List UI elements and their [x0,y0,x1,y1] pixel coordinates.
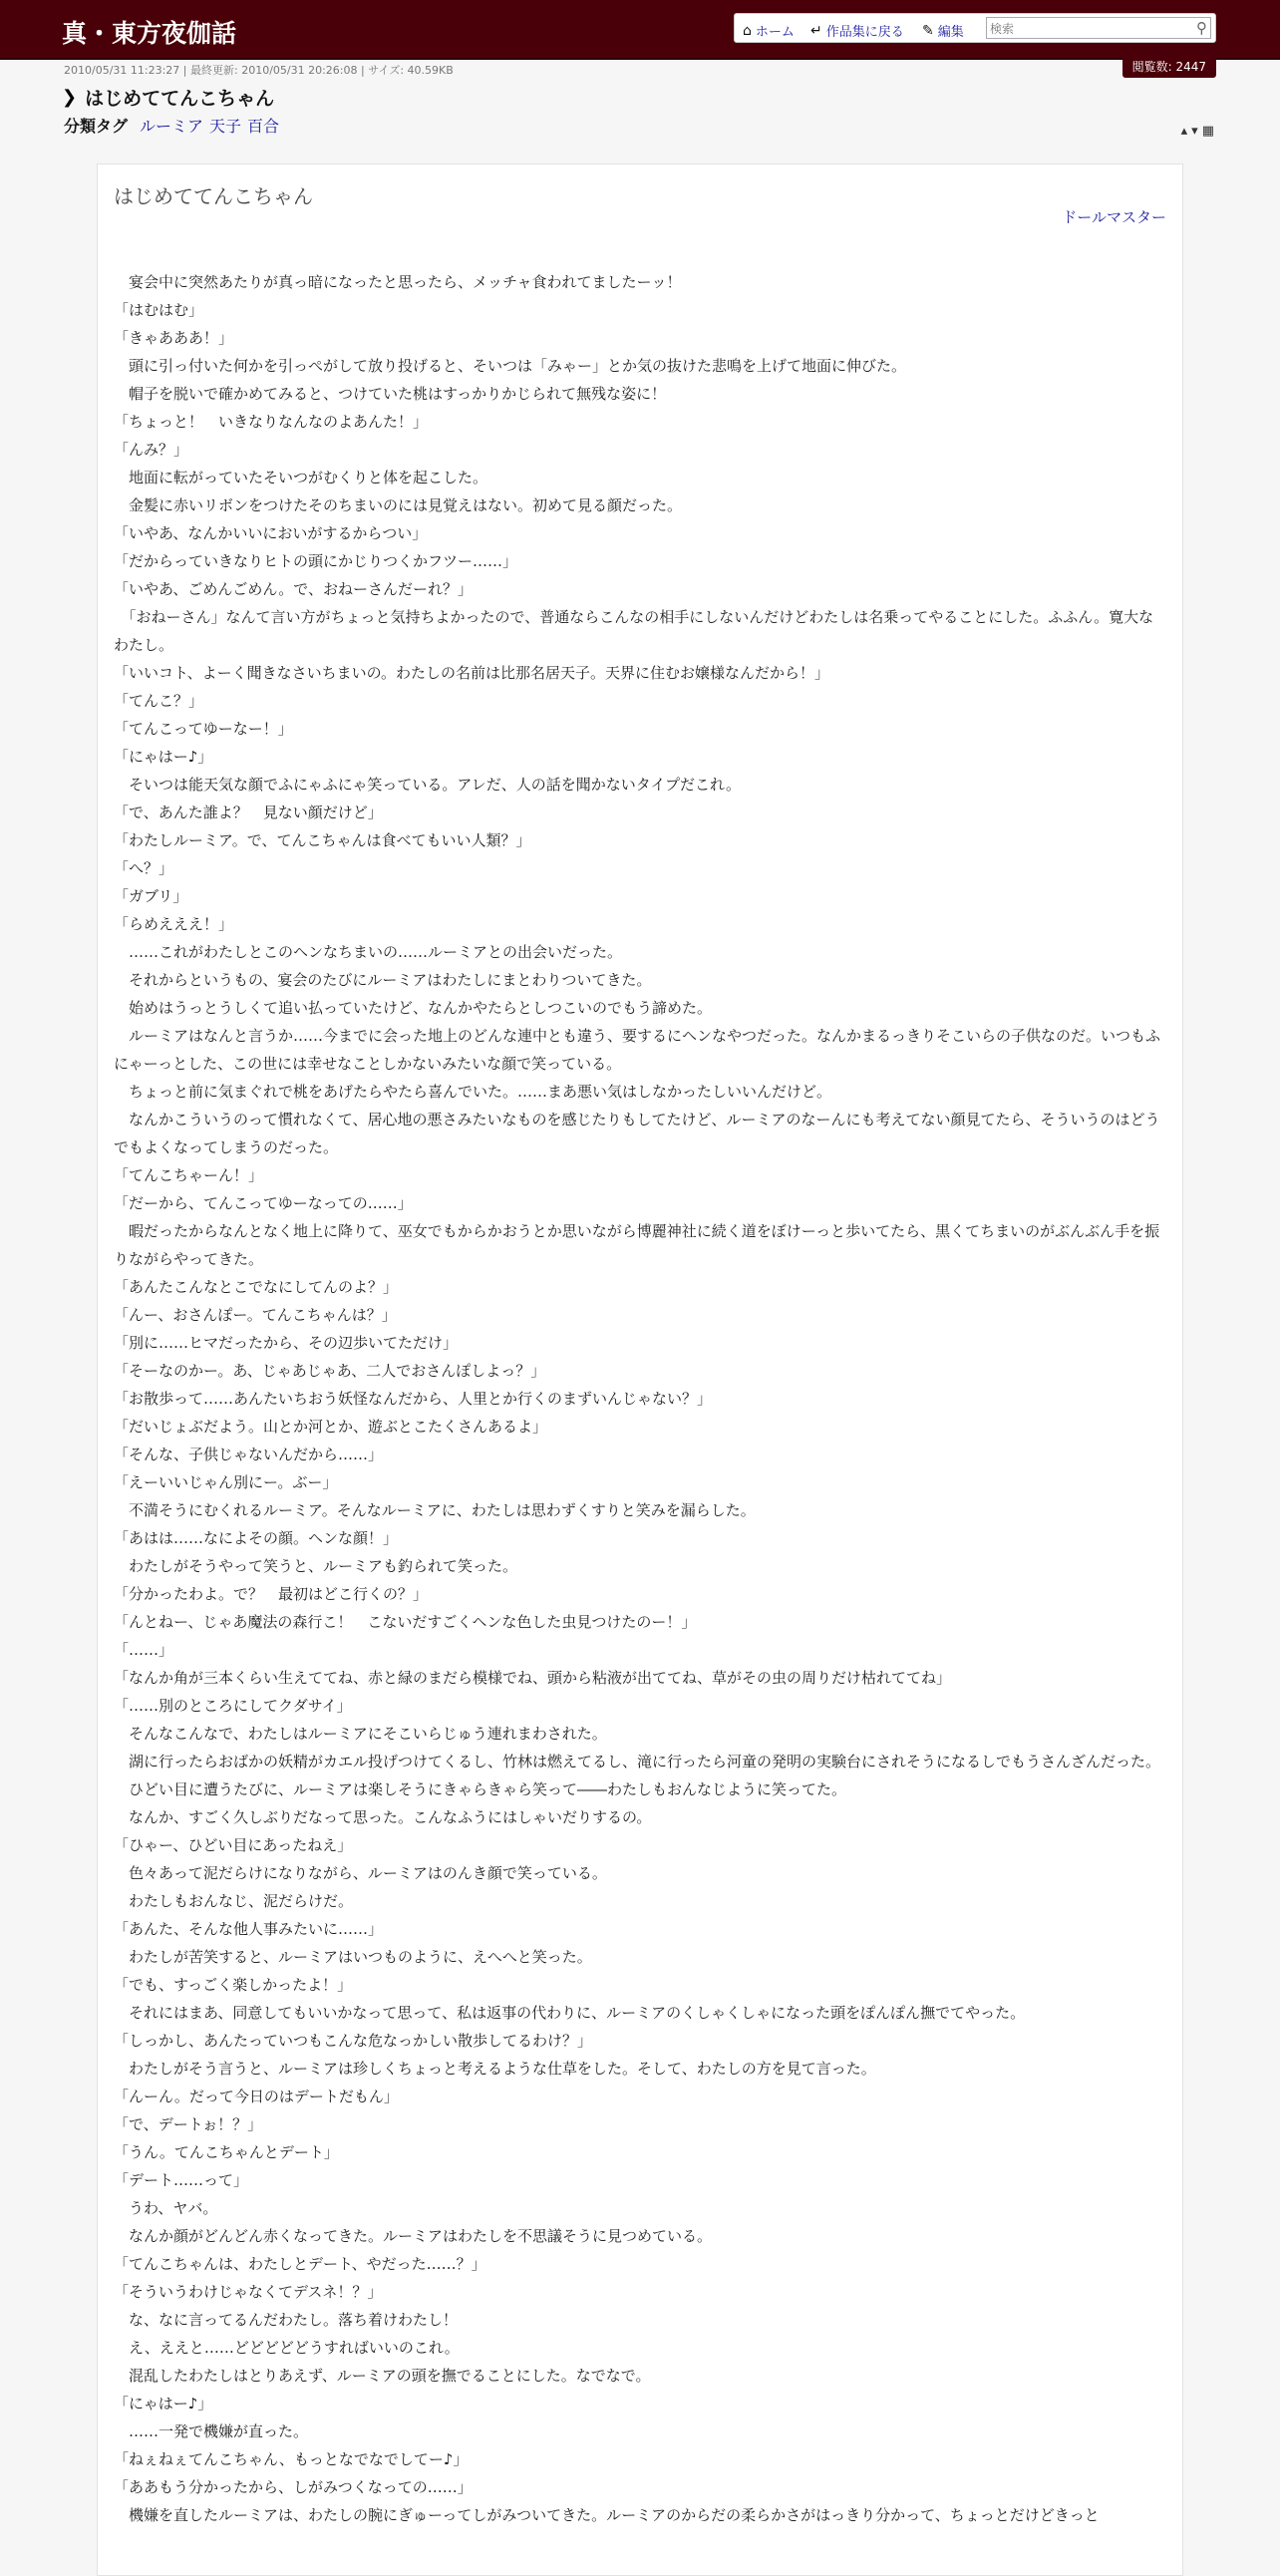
body-paragraph: 「だいじょぶだよう。山とか河とか、遊ぶとこたくさんあるよ」 [114,1418,548,1436]
body-paragraph: 「んー、おさんぽー。てんこちゃんは？」 [114,1306,397,1324]
body-paragraph: それにはまあ、同意してもいいかなって思って、私は返事の代わりに、ルーミアのくしゃくしゃになった頭をぽんぽん撫でてやった。 [114,2004,1026,2022]
tag-link[interactable]: 百合 [247,117,280,136]
body-paragraph: そんなこんなで、わたしはルーミアにそこいらじゅう連れまわされた。 [114,1725,607,1743]
body-paragraph: 「しっかし、あんたっていつもこんな危なっかしい散歩してるわけ？」 [114,2032,593,2050]
search-icon[interactable]: ⚲ [1196,19,1207,37]
body-paragraph: それからというもの、宴会のたびにルーミアはわたしにまとわりついてきた。 [114,971,652,989]
body-paragraph: わたしが苦笑すると、ルーミアはいつものように、えへへと笑った。 [114,1948,592,1966]
body-paragraph: 「いやあ、なんかいいにおいがするからつい」 [114,524,428,542]
body-paragraph: 「いいコト、よーく聞きなさいちまいの。わたしの名前は比那名居天子。天界に住むお嬢様なんだから！」 [114,664,830,682]
body-paragraph: 「ちょっと！ いきなりなんなのよあんた！」 [114,413,429,431]
body-paragraph: 「てんこ？」 [114,692,204,710]
body-paragraph: 「いやあ、ごめんごめん。で、おねーさんだーれ？」 [114,580,474,598]
body-paragraph: 「あんた、そんな他人事みたいに……」 [114,1920,384,1938]
post-meta: 2010/05/31 11:23:27 | 最終更新: 2010/05/31 20:26:08 | サイズ: 40.59KB [64,64,454,77]
body-paragraph: 「お散歩って……あんたいちおう妖怪なんだから、人里とか行くのまずいんじゃない？」 [114,1390,713,1408]
search-box [986,17,1211,39]
author-link[interactable]: ドールマスター [1062,208,1166,226]
nav-back-label: 作品集に戻る [825,25,904,40]
body-paragraph: 「だからっていきなりヒトの頭にかじりつくかフツー……」 [114,552,518,570]
body-paragraph: 「にゃはー♪」 [114,748,213,766]
tag-list [64,114,279,137]
body-paragraph: 「てんこちゃーん！」 [114,1166,264,1184]
body-paragraph: 「んーん。だって今日のはデートだもん」 [114,2088,399,2105]
nav-edit-label: 編集 [937,25,964,40]
body-paragraph: 「おねーさん」なんて言い方がちょっと気持ちよかったので、普通ならこんなの相手にしないんだけどわたしは名乗ってやることにした。ふふん。寛大なわたし。 [114,608,1154,654]
body-paragraph: ……一発で機嫌が直った。 [114,2422,309,2440]
search-input[interactable] [990,20,1179,38]
body-paragraph: 始めはうっとうしくて追い払っていたけど、なんかやたらとしつこいのでもう諦めた。 [114,999,713,1017]
pencil-icon: ✎ [922,22,934,39]
font-size-down-icon[interactable]: ▾ [1191,124,1198,139]
body-paragraph: 「そーなのかー。あ、じゃあじゃあ、二人でおさんぽしよっ？」 [114,1362,546,1380]
site-title[interactable]: 真・東方夜伽話 [62,19,237,48]
page-title: はじめててんこちゃん [85,88,275,110]
body-paragraph: わたしがそう言うと、ルーミアは珍しくちょっと考えるような仕草をした。そして、わたしの方を見て言った。 [114,2060,876,2078]
body-paragraph: 「はむはむ」 [114,301,204,319]
body-paragraph: わたしもおんなじ、泥だらけだ。 [114,1892,354,1910]
body-paragraph: 「で、デートぉ！？」 [114,2115,263,2133]
body-paragraph: 湖に行ったらおばかの妖精がカエル投げつけてくるし、竹林は燃えてるし、滝に行ったら河童の発明の実験台にされそうになるしでもうさんざんだった。 [114,1753,1161,1771]
body-paragraph: 「そういうわけじゃなくてデスネ！？」 [114,2283,383,2301]
body-paragraph: 「うん。てんこちゃんとデート」 [114,2143,339,2161]
body-paragraph: 「だーから、てんこってゆーなっての……」 [114,1194,413,1212]
body-paragraph: 不満そうにむくれるルーミア。そんなルーミアに、わたしは思わずくすりと笑みを漏らした。 [114,1501,756,1519]
body-paragraph: 「なんか角が三本くらい生えててね、赤と緑のまだら模様でね、頭から粘液が出ててね、草がその虫の周りだけ枯れててね」 [114,1669,952,1687]
body-paragraph: 「ああもう分かったから、しがみつくなっての……」 [114,2478,473,2496]
body-paragraph: 機嫌を直したルーミアは、わたしの腕にぎゅーってしがみついてきた。ルーミアのからだの柔らかさがはっきり分かって、ちょっとだけどきっと [114,2506,1100,2524]
body-paragraph: 「分かったわよ。で？ 最初はどこ行くの？」 [114,1585,429,1603]
font-size-up-icon[interactable]: ▴ [1180,124,1188,139]
body-paragraph: え、ええと……どどどどどうすればいいのこれ。 [114,2339,460,2357]
body-paragraph: 「……」 [114,1641,174,1659]
home-icon: ⌂ [743,22,752,39]
work-body [114,268,1162,2529]
body-paragraph: ……これがわたしとこのヘンなちまいの……ルーミアとの出会いだった。 [114,943,623,961]
body-paragraph: 「んとねー、じゃあ魔法の森行こ！ こないだすごくヘンな色した虫見つけたのー！」 [114,1613,697,1631]
body-paragraph: 「きゃあああ！」 [114,329,234,347]
body-paragraph: な、なに言ってるんだわたし。落ち着けわたし！ [114,2311,459,2329]
body-paragraph: 「そんな、子供じゃないんだから……」 [114,1446,384,1463]
body-paragraph: 「らめえええ！」 [114,915,234,933]
body-paragraph: 暇だったからなんとなく地上に降りて、巫女でもからかおうとか思いながら博麗神社に続く道をぼけーっと歩いてたら、黒くてちまいのがぶんぶん手を振りながらやってきた。 [114,1222,1160,1268]
work-card [97,163,1183,2576]
body-paragraph: 「にゃはー♪」 [114,2395,213,2413]
body-paragraph: 混乱したわたしはとりあえず、ルーミアの頭を撫でることにした。なでなで。 [114,2367,651,2385]
body-paragraph: 「ねぇねぇてんこちゃん、もっとなでなでしてー♪」 [114,2450,469,2468]
body-paragraph: 色々あって泥だらけになりながら、ルーミアはのんき顔で笑っている。 [114,1864,607,1882]
page-tools [1181,124,1214,139]
body-paragraph: 「てんこちゃんは、わたしとデート、やだった……？」 [114,2255,486,2273]
body-paragraph: 頭に引っ付いた何かを引っぺがして放り投げると、そいつは「みゃー」とか気の抜けた悲鳴を上げて地面に伸びた。 [114,357,907,375]
body-paragraph: ひどい目に遭うたびに、ルーミアは楽しそうにきゃらきゃら笑って――わたしもおんなじように笑ってた。 [114,1780,847,1798]
nav-home-link[interactable] [743,21,795,40]
body-paragraph: ルーミアはなんと言うか……今までに会った地上のどんな連中とも違う、要するにヘンなやつだった。なんかまるっきりそこいらの子供なのだ。いつもふにゃーっとした、この世には幸せなことしかないみたいな顔で笑っている。 [114,1027,1161,1073]
header-bar [0,0,1280,60]
body-paragraph: 地面に転がっていたそいつがむくりと体を起こした。 [114,469,488,486]
body-paragraph: 「へ？」 [114,859,174,877]
body-paragraph: 「あはは……なによその顔。ヘンな顔！」 [114,1529,399,1547]
body-paragraph: うわ、ヤバ。 [114,2199,218,2217]
tag-label: 分類タグ [64,117,129,136]
body-paragraph: 「てんこってゆーなー！」 [114,720,293,738]
body-paragraph: なんか、すごく久しぶりだなって思った。こんなふうにはしゃいだりするの。 [114,1808,652,1826]
body-paragraph: 「んみ？」 [114,441,189,459]
nav-edit-link[interactable] [922,21,964,40]
back-arrow-icon: ↵ [810,22,822,39]
chevron-right-icon: ❯ [62,87,78,108]
body-paragraph: 「ガブリ」 [114,887,188,905]
nav-back-link[interactable] [810,21,904,40]
body-paragraph: 「ひゃー、ひどい目にあったねえ」 [114,1836,353,1854]
work-title: はじめててんこちゃん [114,184,313,208]
body-paragraph: 「で、あんた誰よ？ 見ない顔だけど」 [114,804,383,821]
tag-link[interactable]: 天子 [209,117,242,136]
body-paragraph: 帽子を脱いで確かめてみると、つけていた桃はすっかりかじられて無残な姿に！ [114,385,667,403]
body-paragraph: 「デート……って」 [114,2171,249,2189]
body-paragraph: わたしがそうやって笑うと、ルーミアも釣られて笑った。 [114,1557,518,1575]
nav-box [734,13,1216,43]
layout-toggle-icon[interactable]: ▦ [1201,124,1214,139]
body-paragraph: 「あんたこんなとこでなにしてんのよ？」 [114,1278,399,1296]
body-paragraph: ちょっと前に気まぐれで桃をあげたらやたら喜んでいた。……まあ悪い気はしなかったしいいんだけど。 [114,1083,832,1101]
body-paragraph: 「わたしルーミア。で、てんこちゃんは食べてもいい人類？」 [114,831,531,849]
body-paragraph: 「……別のところにしてクダサイ」 [114,1697,352,1715]
body-paragraph: なんかこういうのって慣れなくて、居心地の悪さみたいなものを感じたりもしてたけど、ルーミアのなーんにも考えてない顔見てたら、そういうのはどうでもよくなってしまうのだった。 [114,1111,1160,1156]
body-paragraph: 「えーいいじゃん別にー。ぶー」 [114,1473,338,1491]
body-paragraph: 宴会中に突然あたりが真っ暗になったと思ったら、メッチャ食われてましたーッ！ [114,273,682,291]
tag-link[interactable]: ルーミア [140,117,204,136]
body-paragraph: 「でも、すっごく楽しかったよ！」 [114,1976,353,1994]
view-count-badge: 閲覧数: 2447 [1122,56,1216,78]
page-title-row [62,84,274,111]
body-paragraph: なんか顔がどんどん赤くなってきた。ルーミアはわたしを不思議そうに見つめている。 [114,2227,713,2245]
nav-home-label: ホーム [755,25,795,40]
body-paragraph: 金髪に赤いリボンをつけたそのちまいのには見覚えはない。初めて見る顔だった。 [114,496,683,514]
body-paragraph: そいつは能天気な顔でふにゃふにゃ笑っている。アレだ、人の話を聞かないタイプだこれ。 [114,776,741,794]
body-paragraph: 「別に……ヒマだったから、その辺歩いてただけ」 [114,1334,459,1352]
